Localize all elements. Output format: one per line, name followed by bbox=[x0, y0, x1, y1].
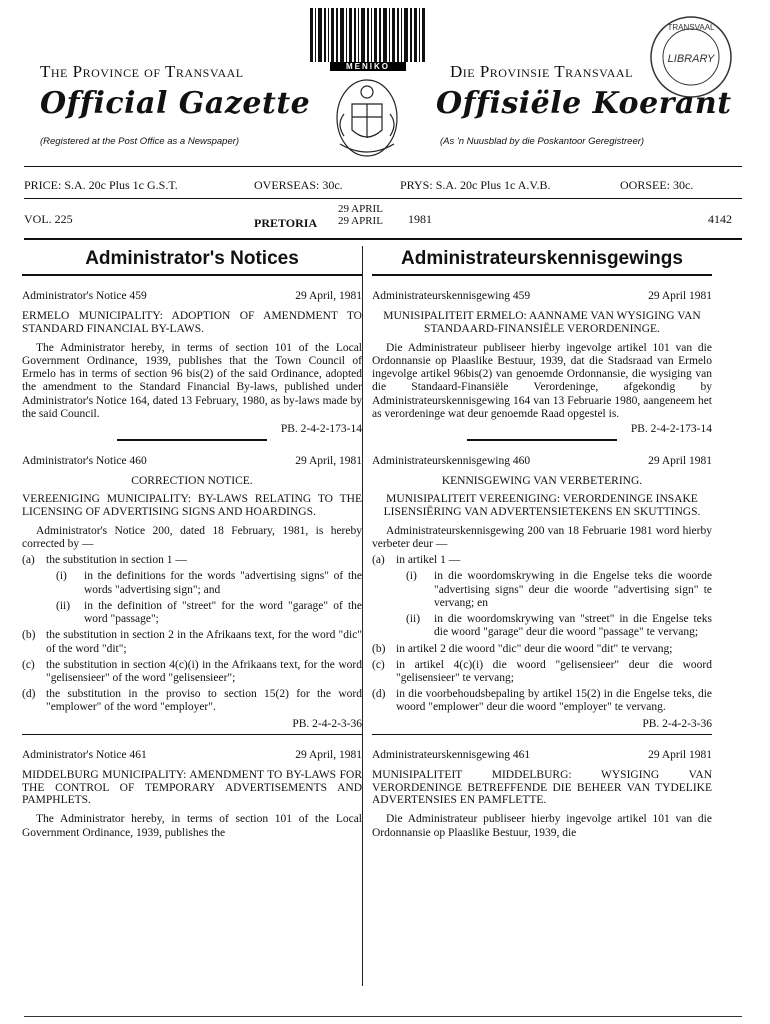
item-label: (ii) bbox=[406, 613, 421, 626]
notice-461-en bbox=[22, 749, 362, 840]
pb-reference: PB. 2-4-2-173-14 bbox=[630, 423, 712, 436]
list-item bbox=[372, 659, 712, 685]
issue-date bbox=[338, 204, 383, 227]
column-afrikaans bbox=[372, 248, 712, 840]
column-english bbox=[22, 248, 362, 840]
item-label: (b) bbox=[372, 642, 386, 655]
notice-title: ERMELO MUNICIPALITY: ADOPTION OF AMENDMENT TO STANDARD FINANCIAL BY-LAWS. bbox=[22, 310, 362, 335]
item-label: (i) bbox=[406, 570, 417, 583]
year: 1981 bbox=[408, 212, 432, 226]
registration-af: (As 'n Nuusblad by die Poskantoor Geregistreer) bbox=[440, 136, 645, 147]
notice-date: 29 April 1981 bbox=[648, 748, 712, 761]
notice-label: Administrateurskennisgewing 459 bbox=[372, 290, 531, 302]
price-rule bbox=[24, 198, 742, 199]
item-label: (c) bbox=[372, 658, 385, 671]
list-item bbox=[22, 629, 362, 655]
column-divider bbox=[362, 246, 363, 986]
item-text: in die woordomskrywing in die Engelse teks die woorde "advertising signs" deur die woorde "advertising sign" te vervang; en bbox=[434, 570, 712, 609]
notice-label: Administrateurskennisgewing 461 bbox=[372, 748, 531, 761]
coat-of-arms-icon bbox=[330, 74, 404, 164]
notice-460-en bbox=[22, 455, 362, 735]
notice-title: VEREENIGING MUNICIPALITY: BY-LAWS RELATING TO THE LICENSING OF ADVERTISING SIGNS AND HOARDINGS. bbox=[22, 493, 362, 518]
notice-header bbox=[22, 749, 362, 761]
notice-separator bbox=[467, 439, 617, 441]
notice-body: The Administrator hereby, in terms of section 101 of the Local Government Ordinance, 1939, publishes the bbox=[22, 813, 362, 839]
notice-header bbox=[372, 290, 712, 302]
sub-list-item bbox=[56, 600, 362, 626]
notice-header bbox=[22, 290, 362, 302]
list-item bbox=[22, 554, 362, 567]
item-text: the substitution in section 4(c)(i) in the Afrikaans text, for the word "gelisensieer" of the word "gelisensieer"; bbox=[46, 658, 362, 684]
section-heading-en: Administrator's Notices bbox=[85, 248, 299, 269]
notice-459-en bbox=[22, 290, 362, 441]
pb-reference: PB. 2-4-2-173-14 bbox=[280, 423, 362, 436]
date-line-2: 29 APRIL bbox=[338, 214, 383, 227]
list-item bbox=[372, 554, 712, 567]
sub-list-item bbox=[406, 570, 712, 610]
province-en: The Province of Transvaal bbox=[40, 62, 244, 81]
item-text: in the definitions for the words "advertising signs" of the words "advertising sign"; and bbox=[84, 570, 362, 596]
notice-label: Administrateurskennisgewing 460 bbox=[372, 455, 531, 468]
sub-list-item bbox=[56, 570, 362, 596]
notice-date: 29 April 1981 bbox=[648, 290, 712, 302]
item-label: (d) bbox=[372, 688, 386, 701]
item-label: (i) bbox=[56, 570, 67, 583]
place: PRETORIA bbox=[254, 216, 318, 230]
notice-title: MUNISIPALITEIT MIDDELBURG: WYSIGING VAN VERORDENINGE BETREFFENDE DIE BEHEER VAN TYDELIKE ADVERTENSIES EN PAMFLETTE. bbox=[372, 768, 712, 807]
notice-header bbox=[372, 749, 712, 761]
gazette-title-af: Offisiële Koerant bbox=[436, 86, 732, 121]
notice-separator bbox=[117, 439, 267, 441]
svg-text:LIBRARY: LIBRARY bbox=[667, 53, 715, 65]
date-line-1: 29 APRIL bbox=[338, 203, 383, 215]
item-text: the substitution in the proviso to section 15(2) for the word "emplower" of the word "employer". bbox=[46, 688, 362, 714]
barcode bbox=[308, 8, 426, 62]
item-label: (c) bbox=[22, 658, 35, 671]
item-text: in artikel 4(c)(i) die woord "gelisensieer" deur die woord "gelisensieer" te vervang; bbox=[396, 658, 712, 684]
notice-body: The Administrator hereby, in terms of section 101 of the Local Government Ordinance, 1939, publishes that the Town Council of Ermelo has in terms of section 96 bis(2) of the said Ordinance, adopted the amendment to the Standard Financial By-laws, published under Administrator's Notice 164, dated 13 February, 1980, as by-laws made by the said Council. bbox=[22, 341, 362, 420]
item-label: (d) bbox=[22, 688, 36, 701]
notice-separator bbox=[22, 734, 362, 735]
notice-body: Administrator's Notice 200, dated 18 February, 1981, is hereby corrected by — bbox=[22, 524, 362, 551]
notice-title: MUNISIPALITEIT ERMELO: AANNAME VAN WYSIGING VAN STANDAARD-FINANSIËLE VERORDENINGE. bbox=[383, 310, 701, 335]
notice-body: Die Administrateur publiseer hierby ingevolge artikel 101 van die Ordonnansie op Plaaslike Bestuur, 1939, dat die Stadsraad van Ermelo ingevolge artikel 96bis(2) van genoemde Ordonnansie, die wysiging van die Standaard-Finansiële Verordeninge, afgekondig by Administrateurskennisgewing 164 van 13 Februarie 1980, aangeneem het as verordeninge wat deur genoemde Raad opgestel is. bbox=[372, 341, 712, 420]
overseas-en: OVERSEAS: 30c. bbox=[254, 178, 343, 192]
item-label: (ii) bbox=[56, 599, 71, 612]
notice-459-af bbox=[372, 290, 712, 441]
notice-separator bbox=[372, 734, 712, 735]
barcode-label: MENIKO bbox=[330, 62, 406, 71]
overseas-af: OORSEE: 30c. bbox=[620, 178, 694, 192]
volume: VOL. 225 bbox=[24, 212, 73, 226]
notice-date: 29 April, 1981 bbox=[295, 748, 362, 761]
notice-461-af bbox=[372, 749, 712, 840]
masthead-rule bbox=[24, 166, 742, 167]
registration-en: (Registered at the Post Office as a Newspaper) bbox=[40, 136, 240, 147]
sub-list-item bbox=[406, 613, 712, 639]
item-text: in the definition of "street" for the word "garage" of the word "passage"; bbox=[84, 599, 362, 626]
notice-header bbox=[22, 455, 362, 467]
province-af: Die Provinsie Transvaal bbox=[450, 62, 633, 81]
notice-title: MIDDELBURG MUNICIPALITY: AMENDMENT TO BY-LAWS FOR THE CONTROL OF TEMPORARY ADVERTISEMENTS AND PAMPHLETS. bbox=[22, 768, 362, 807]
notice-body: Administrateurskennisgewing 200 van 18 Februarie 1981 word hierby verbeter deur — bbox=[372, 524, 712, 551]
list-item bbox=[372, 688, 712, 714]
pb-reference: PB. 2-4-2-3-36 bbox=[642, 717, 712, 730]
correction-heading: CORRECTION NOTICE. bbox=[131, 475, 253, 488]
item-label: (a) bbox=[22, 554, 35, 567]
section-heading-af: Administrateurskennisgewings bbox=[401, 248, 683, 269]
item-text: in artikel 1 — bbox=[396, 554, 461, 567]
vol-rule bbox=[24, 238, 742, 240]
notice-body: Die Administrateur publiseer hierby ingevolge artikel 101 van die Ordonnansie op Plaaslike Bestuur, 1939, die bbox=[372, 813, 712, 839]
item-text: the substitution in section 1 — bbox=[46, 554, 187, 567]
notice-label: Administrator's Notice 461 bbox=[22, 748, 147, 761]
pb-reference: PB. 2-4-2-3-36 bbox=[292, 717, 362, 730]
notice-date: 29 April, 1981 bbox=[295, 290, 362, 302]
page-bottom-rule bbox=[24, 1016, 742, 1017]
svg-text:TRANSVAAL: TRANSVAAL bbox=[667, 23, 715, 32]
heading-rule bbox=[22, 274, 362, 276]
list-item bbox=[22, 659, 362, 685]
item-text: in artikel 2 die woord "dic" deur die woord "dit" te vervang; bbox=[396, 642, 673, 655]
notice-460-af bbox=[372, 455, 712, 735]
item-text: in die woordomskrywing van "street" in die Engelse teks die woord "garage" deur die woord "passage" te vervang; bbox=[434, 613, 712, 639]
notice-date: 29 April, 1981 bbox=[295, 455, 362, 468]
notice-title: MUNISIPALITEIT VEREENIGING: VERORDENINGE INSAKE LISENSIËRING VAN ADVERTENSIETEKENS EN SKUTTINGS. bbox=[383, 493, 701, 518]
issue-number: 4142 bbox=[708, 212, 732, 226]
item-text: in die voorbehoudsbepaling by artikel 15(2) in die Engelse teks, die woord "emplower" deur die woord "employer" te vervang. bbox=[396, 688, 712, 714]
correction-heading: KENNISGEWING VAN VERBETERING. bbox=[441, 475, 643, 488]
notice-date: 29 April 1981 bbox=[648, 455, 712, 468]
gazette-title-en: Official Gazette bbox=[40, 86, 311, 121]
price-af: PRYS: S.A. 20c Plus 1c A.V.B. bbox=[400, 178, 551, 192]
heading-rule bbox=[372, 274, 712, 276]
price-en: PRICE: S.A. 20c Plus 1c G.S.T. bbox=[24, 178, 178, 192]
notice-header bbox=[372, 455, 712, 467]
list-item bbox=[372, 643, 712, 656]
item-label: (b) bbox=[22, 629, 36, 642]
list-item bbox=[22, 688, 362, 714]
notice-label: Administrator's Notice 459 bbox=[22, 290, 147, 302]
item-text: the substitution in section 2 in the Afrikaans text, for the word "dic" of the word "dit"; bbox=[46, 629, 362, 655]
item-label: (a) bbox=[372, 554, 385, 567]
notice-label: Administrator's Notice 460 bbox=[22, 455, 147, 468]
